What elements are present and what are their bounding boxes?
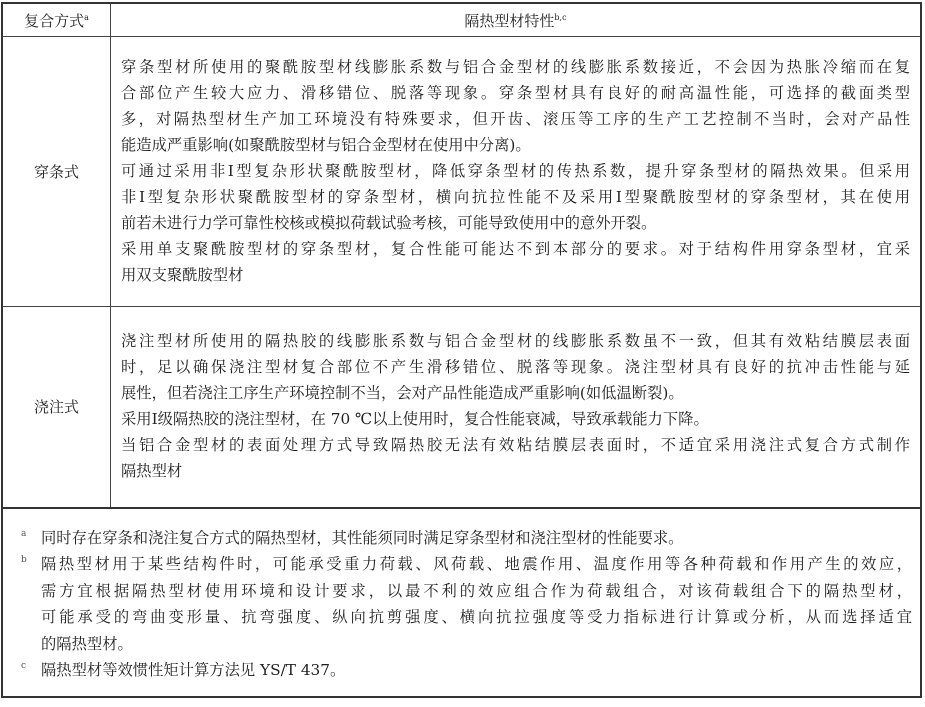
footnote-line: 需方宜根据隔热型材使用环境和设计要求，以最不利的效应组合作为荷载组合，对该荷载组合下的隔热型材， [41,581,912,600]
text-line: 采用单支聚酰胺型材的穿条型材，复合性能可能达不到本部分的要求。对于结构件用穿条型材，宜采 [121,239,910,258]
header-properties [111,3,922,37]
text-line: 浇注型材所使用的隔热胶的线膨胀系数与铝合金型材的线膨胀系数虽不一致，但其有效粘结膜层表面 [121,331,910,350]
footnote-ref: a [84,12,89,22]
text-line: 穿条型材所使用的聚酰胺型材线膨胀系数与铝合金型材的线膨胀系数接近，不会因为热胀冷缩而在复 [121,57,910,76]
header-text: 隔热型材特性 [464,11,555,30]
footnote-line: 隔热型材等效惯性矩计算方法见 YS/T 437。 [41,661,346,679]
header-composite-method [2,3,111,37]
header-text: 复合方式 [24,11,85,30]
properties-cell [111,307,922,508]
footnote-a [13,525,912,552]
text-line: 时，足以确保浇注型材复合部位不产生滑移错位、脱落等现象。浇注型材具有良好的抗冲击性能与延 [121,357,910,376]
text-line: 展性，但若浇注工序生产环境控制不当，会对产品性能造成严重影响(如低温断裂)。 [121,383,684,402]
footnote-line: 同时存在穿条和浇注复合方式的隔热型材，其性能须同时满足穿条型材和浇注型材的性能要求。 [41,528,684,547]
properties-cell [111,37,922,307]
header-row [2,3,921,37]
properties-table [1,2,922,698]
footnote-mark: a [21,528,27,539]
footnote-mark: c [21,661,27,671]
table-row [2,37,921,307]
footnote-c [13,657,912,684]
text-line: 前若未进行力学可靠性校核或模拟荷载试验考核，可能导致使用中的意外开裂。 [121,213,657,232]
footnote-line: 的隔热型材。 [41,634,133,653]
text-line: 可通过采用非Ⅰ型复杂形状聚酰胺型材，降低穿条型材的传热系数，提升穿条型材的隔热效果。但采用 [121,161,910,180]
text-line: 合部位产生较大应力、滑移错位、脱落等现象。穿条型材具有良好的耐高温性能，可选择的截面类型 [121,83,910,102]
text-line: 隔热型材 [121,461,183,480]
table-row [2,307,921,508]
text-line: 采用Ⅰ级隔热胶的浇注型材，在 70 ℃以上使用时，复合性能衰减，导致承载能力下降。 [121,409,709,428]
footnote-b [13,551,912,657]
footnote-line: 可能承受的弯曲变形量、抗弯强度、纵向抗剪强度、横向抗拉强度等受力指标进行计算或分析，从而选择适宜 [41,608,912,626]
text-line: 当铝合金型材的表面处理方式导致隔热胶无法有效粘结膜层表面时，不适宜采用浇注式复合方式制作 [121,435,910,454]
footnote-mark: b [21,555,27,565]
text-line: 用双支聚酰胺型材 [121,265,244,284]
table-notes [2,508,921,697]
footnote-line: 隔热型材用于某些结构件时，可能承受重力荷载、风荷载、地震作用、温度作用等各种荷载和作用产生的效应， [41,555,912,573]
method-cell: 浇注式 [2,307,111,508]
method-cell: 穿条式 [2,37,111,307]
text-line: 多，对隔热型材生产加工环境没有特殊要求，但开齿、滚压等工序的生产工艺控制不当时，会对产品性 [121,109,910,128]
text-line: 非Ⅰ型复杂形状聚酰胺型材的穿条型材，横向抗拉性能不及采用Ⅰ型聚酰胺型材的穿条型材，其在使用 [121,187,910,206]
footnote-ref: b,c [554,12,567,22]
notes-row [2,508,921,697]
text-line: 能造成严重影响(如聚酰胺型材与铝合金型材在使用中分离)。 [121,135,531,154]
